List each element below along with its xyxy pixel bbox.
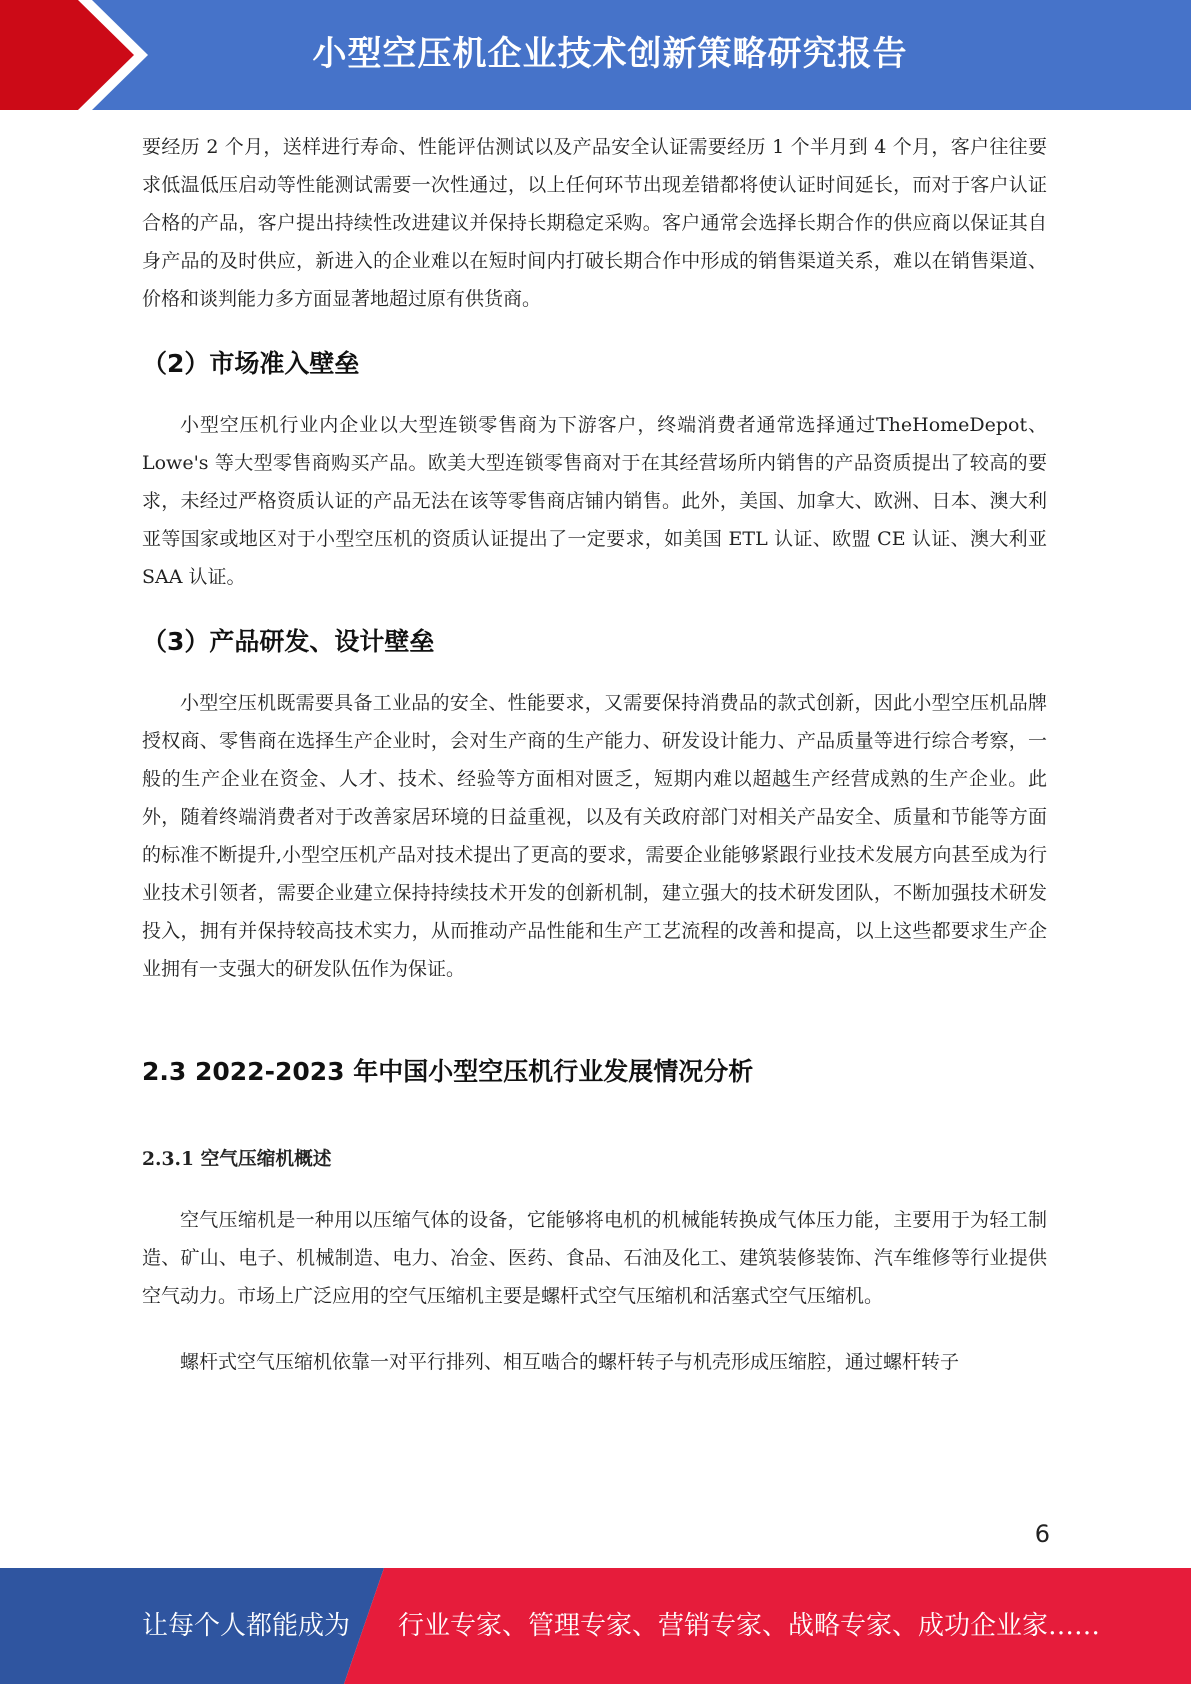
- section-heading-2-3: 2.3 2022-2023 年中国小型空压机行业发展情况分析: [142, 1057, 754, 1086]
- paragraph-market-access: 小型空压机行业内企业以大型连锁零售商为下游客户，终端消费者通常选择通过TheHomeDepot、Lowe's 等大型零售商购买产品。欧美大型连锁零售商对于在其经营场所内销售的产品资质提出了较高的要求，未经过严格资质认证的产品无法在该等零售商店铺内销售。此外，美国、加拿大、欧洲、日本、澳大利亚等国家或地区对于小型空压机的资质认证提出了一定要求，如美国 ETL 认证、欧盟 CE 认证、澳大利亚 SAA 认证。: [142, 414, 1047, 588]
- page-header: [0, 0, 1191, 110]
- document-body: [142, 128, 1047, 1381]
- header-arrow-decoration: [0, 0, 160, 110]
- paragraph-certification: 要经历 2 个月，送样进行寿命、性能评估测试以及产品安全认证需要经历 1 个半月到 4 个月，客户往往要求低温低压启动等性能测试需要一次性通过，以上任何环节出现差错都将使认证时间延长，而对于客户认证合格的产品，客户提出持续性改进建议并保持长期稳定采购。客户通常会选择长期合作的供应商以保证其自身产品的及时供应，新进入的企业难以在短时间内打破长期合作中形成的销售渠道关系，难以在销售渠道、价格和谈判能力多方面显著地超过原有供货商。: [142, 136, 1047, 310]
- heading-market-access-barrier: （2）市场准入壁垒: [142, 349, 360, 378]
- footer-slogan-right: 行业专家、管理专家、营销专家、战略专家、成功企业家……: [398, 1611, 1101, 1641]
- footer-slogan-left: 让每个人都能成为: [142, 1611, 351, 1641]
- heading-rd-design-barrier: （3）产品研发、设计壁垒: [142, 627, 435, 656]
- paragraph-rd-design: 小型空压机既需要具备工业品的安全、性能要求，又需要保持消费品的款式创新，因此小型空压机品牌授权商、零售商在选择生产企业时，会对生产商的生产能力、研发设计能力、产品质量等进行综合考察，一般的生产企业在资金、人才、技术、经验等方面相对匮乏，短期内难以超越生产经营成熟的生产企业。此外，随着终端消费者对于改善家居环境的日益重视，以及有关政府部门对相关产品安全、质量和节能等方面的标准不断提升,小型空压机产品对技术提出了更高的要求，需要企业能够紧跟行业技术发展方向甚至成为行业技术引领者，需要企业建立保持持续技术开发的创新机制，建立强大的技术研发团队，不断加强技术研发投入，拥有并保持较高技术实力，从而推动产品性能和生产工艺流程的改善和提高，以上这些都要求生产企业拥有一支强大的研发队伍作为保证。: [142, 692, 1047, 980]
- paragraph-screw-compressor: 螺杆式空气压缩机依靠一对平行排列、相互啮合的螺杆转子与机壳形成压缩腔，通过螺杆转子: [180, 1351, 960, 1373]
- subsection-heading-2-3-1: 2.3.1 空气压缩机概述: [142, 1148, 332, 1170]
- report-title: 小型空压机企业技术创新策略研究报告: [312, 34, 908, 74]
- page-footer: [0, 1568, 1191, 1684]
- page-number: 6: [1034, 1520, 1050, 1548]
- paragraph-air-compressor-overview: 空气压缩机是一种用以压缩气体的设备，它能够将电机的机械能转换成气体压力能，主要用于为轻工制造、矿山、电子、机械制造、电力、冶金、医药、食品、石油及化工、建筑装修装饰、汽车维修等行业提供空气动力。市场上广泛应用的空气压缩机主要是螺杆式空气压缩机和活塞式空气压缩机。: [142, 1209, 1047, 1307]
